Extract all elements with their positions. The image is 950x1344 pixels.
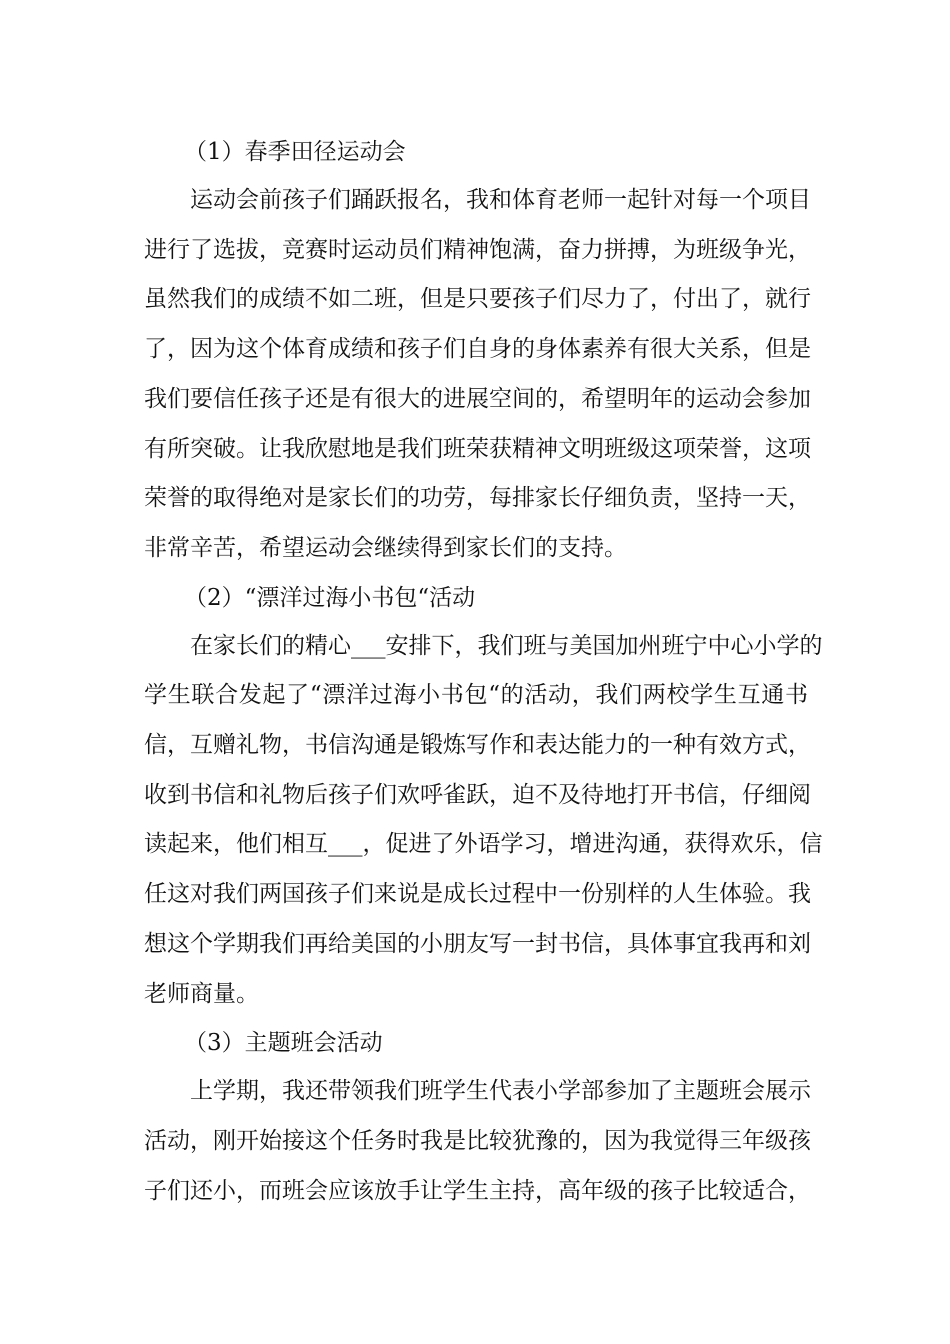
paragraph-class-meeting <box>144 1067 811 1216</box>
paragraph-sports-meet <box>144 176 811 574</box>
text-line: 读起来，他们相互___，促进了外语学习，增进沟通，获得欢乐，信 <box>144 831 823 858</box>
section-heading-class-meeting: （3）主题班会活动 <box>184 1030 383 1057</box>
text-line: 任这对我们两国孩子们来说是成长过程中一份别样的人生体验。我 <box>144 881 811 908</box>
text-line: 老师商量。 <box>144 980 259 1007</box>
text-line: 想这个学期我们再给美国的小朋友写一封书信，具体事宜我再和刘 <box>144 930 811 957</box>
text-line: 虽然我们的成绩不如二班，但是只要孩子们尽力了，付出了，就行 <box>144 286 811 313</box>
text-line: 了，因为这个体育成绩和孩子们自身的身体素养有很大关系，但是 <box>144 336 811 363</box>
text-line: 学生联合发起了“漂洋过海小书包“的活动，我们两校学生互通书 <box>144 682 808 709</box>
text-line: 荣誉的取得绝对是家长们的功劳，每排家长仔细负责，坚持一天， <box>144 485 811 512</box>
text-line: 活动，刚开始接这个任务时我是比较犹豫的，因为我觉得三年级孩 <box>144 1127 811 1154</box>
text-line: 在家长们的精心___安排下，我们班与美国加州班宁中心小学的 <box>190 632 823 659</box>
text-line: 进行了选拔，竞赛时运动员们精神饱满，奋力拼搏，为班级争光， <box>144 236 811 263</box>
section-heading-book-bag: （2）“漂洋过海小书包“活动 <box>184 584 476 611</box>
text-line: 我们要信任孩子还是有很大的进展空间的，希望明年的运动会参加 <box>144 385 811 412</box>
paragraph-book-bag <box>144 622 823 1020</box>
text-line: 收到书信和礼物后孩子们欢呼雀跃，迫不及待地打开书信，仔细阅 <box>144 781 811 808</box>
text-line: 上学期，我还带领我们班学生代表小学部参加了主题班会展示 <box>190 1078 811 1105</box>
text-line: 信，互赠礼物，书信沟通是锻炼写作和表达能力的一种有效方式， <box>144 732 811 759</box>
text-line: 非常辛苦，希望运动会继续得到家长们的支持。 <box>144 534 627 561</box>
text-line: 有所突破。让我欣慰地是我们班荣获精神文明班级这项荣誉，这项 <box>144 435 811 462</box>
section-heading-sports-meet: （1）春季田径运动会 <box>184 139 406 165</box>
text-line: 运动会前孩子们踊跃报名，我和体育老师一起针对每一个项目 <box>190 187 811 213</box>
document-body <box>144 128 823 1216</box>
text-line: 子们还小，而班会应该放手让学生主持，高年级的孩子比较适合， <box>144 1177 811 1204</box>
